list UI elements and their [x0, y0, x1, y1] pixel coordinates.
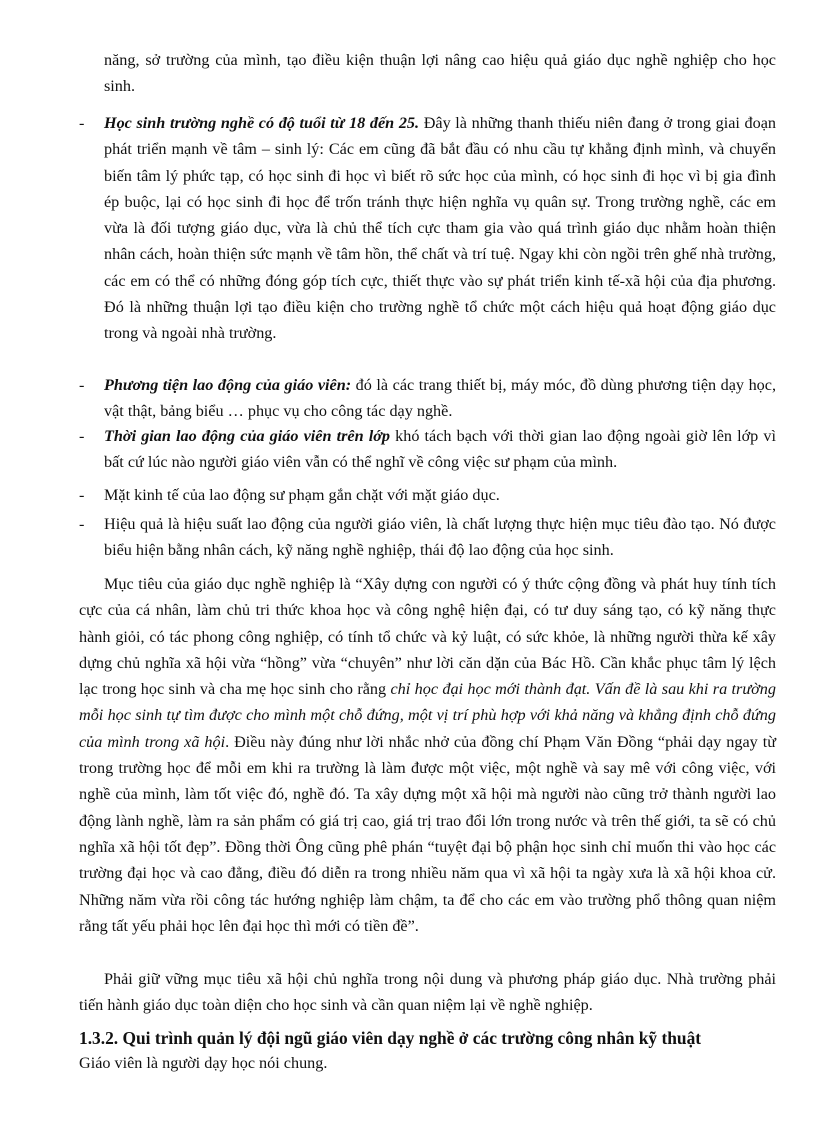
- continuation-paragraph: năng, sở trường của mình, tạo điều kiện thuận lợi nâng cao hiệu quả giáo dục nghề nghiệp cho học sinh.: [104, 51, 776, 96]
- paragraph-goal-text: . Điều này đúng như lời nhắc nhở của đồng chí Phạm Văn Đồng “phải dạy ngay từ trong trường học để mỗi em khi ra trường là làm được một việc, một nghề và say mê với công việc, với nghề của mình, làm tốt việc đó, nghề đó. Ta xây dựng một xã hội mà người nào cũng trở thành người lao động lành nghề, làm ra sản phẩm có giá trị cao, giá trị trao đổi lớn trong nước và trên thế giới, ta sẽ có chủ nghĩa xã hội tốt đẹp”. Đồng thời Ông cũng phê phán “tuyệt đại bộ phận học sinh chỉ muốn thi vào học các trường đại học và cao đẳng, điều đó diễn ra trong nhiều năm qua vì xã hội ta ngày xưa là xã hội khoa cử. Những năm vừa rồi công tác hướng nghiệp làm chậm, ta để cho các em vào trường phổ thông quan niệm rằng tất yếu phải học lên đại học thì mới có tiền đề”.: [79, 732, 776, 935]
- list-item-efficiency: [104, 511, 776, 564]
- list-item-teaching-means: [104, 372, 776, 425]
- paragraph-goal-italic: chỉ học đại học mới thành đạt. Vấn đề là sau khi ra trường mỗi học sinh tự tìm được cho mình một chỗ đứng, một vị trí phù hợp với khả năng và khẳng định chỗ đứng của mình trong xã hội: [79, 680, 776, 751]
- list-item-text: đó là các trang thiết bị, máy móc, đồ dùng phương tiện dạy học, vật thật, bảng biểu … phục vụ cho công tác dạy nghề.: [104, 376, 776, 421]
- list-item-text: khó tách bạch với thời gian lao động ngoài giờ lên lớp vì bất cứ lúc nào người giáo viên vẫn có thể nghĩ về công việc sư phạm của mình.: [104, 427, 776, 472]
- list-item-student-age: [104, 110, 776, 347]
- paragraph-goal-text: Mục tiêu của giáo dục nghề nghiệp là “Xây dựng con người có ý thức cộng đồng và phát huy tính tích cực của cá nhân, làm chủ tri thức khoa học và công nghệ hiện đại, có tư duy sáng tạo, có kỹ năng thực hành giỏi, có tác phong công nghiệp, có tính tổ chức và kỷ luật, có sức khỏe, là những người thừa kế xây dựng chủ nghĩa xã hội vừa “hồng” vừa “chuyên” như lời căn dặn của Bác Hồ. Cần khắc phục tâm lý lệch lạc trong học sinh và cha mẹ học sinh cho rằng: [79, 575, 776, 699]
- paragraph-goal: [79, 571, 776, 939]
- bullet-marker: -: [79, 376, 85, 394]
- bullet-marker: -: [79, 114, 85, 132]
- paragraph-last: Giáo viên là người dạy học nói chung.: [79, 1054, 328, 1072]
- list-item-lead: Học sinh trường nghề có độ tuổi từ 18 đến 25.: [104, 114, 420, 132]
- bullet-marker: -: [79, 515, 85, 533]
- section-heading: 1.3.2. Qui trình quản lý đội ngũ giáo viên dạy nghề ở các trường công nhân kỹ thuật: [79, 1028, 702, 1048]
- list-item-text: Mặt kinh tế của lao động sư phạm gắn chặt với mặt giáo dục.: [104, 486, 500, 504]
- bullet-marker: -: [79, 486, 85, 504]
- paragraph-keep: Phải giữ vững mục tiêu xã hội chủ nghĩa trong nội dung và phương pháp giáo dục. Nhà trường phải tiến hành giáo dục toàn diện cho học sinh và cần quan niệm lại về nghề nghiệp.: [79, 970, 776, 1015]
- list-item-lead: Thời gian lao động của giáo viên trên lớp: [104, 427, 390, 445]
- list-item-text: Hiệu quả là hiệu suất lao động của người giáo viên, là chất lượng thực hiện mục tiêu đào tạo. Nó được biểu hiện bằng nhân cách, kỹ năng nghề nghiệp, thái độ lao động của học sinh.: [104, 515, 776, 560]
- list-item-lead: Phương tiện lao động của giáo viên:: [104, 376, 352, 394]
- list-item-economic-aspect: [104, 482, 776, 508]
- list-item-class-time: [104, 423, 776, 476]
- list-item-text: Đây là những thanh thiếu niên đang ở trong giai đoạn phát triển mạnh về tâm – sinh lý: Các em cũng đã bắt đầu có nhu cầu tự khẳng định mình, và chuyển biến tâm lý phức tạp, có học sinh đi học vì biết rõ sức học của mình, có học sinh đi học vì bị gia đình ép buộc, lại có học sinh đi học để trốn tránh thực hiện nghĩa vụ quân sự. Trong trường nghề, các em vừa là đối tượng giáo dục, vừa là chủ thể tích cực tham gia vào quá trình giáo dục nhằm hoàn thiện nhân cách, hoàn thiện sức mạnh về tâm hồn, thể chất và trí tuệ. Ngay khi còn ngồi trên ghế nhà trường, các em có thể có những đóng góp tích cực, thiết thực vào sự phát triển kinh tế-xã hội của địa phương. Đó là những thuận lợi tạo điều kiện cho trường nghề tổ chức một cách hiệu quả hoạt động giáo dục trong và ngoài nhà trường.: [104, 114, 776, 343]
- bullet-marker: -: [79, 427, 85, 445]
